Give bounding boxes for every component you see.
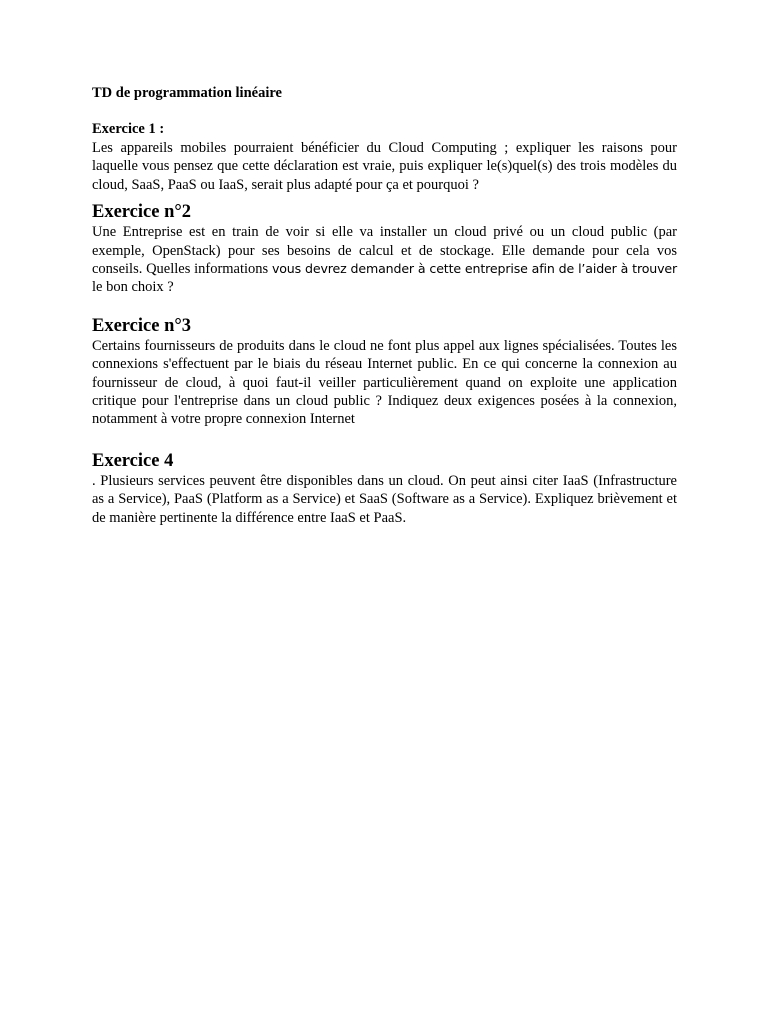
exercise-2-text [92,223,677,297]
exercise-2-text-part-c: le bon choix ? [92,279,174,296]
exercise-2-text-part-b: vous devrez demander à cette entreprise afin de l’aider à trouver [271,261,678,277]
exercise-3-text: Certains fournisseurs de produits dans le cloud ne font plus appel aux lignes spécialisées. Toutes les connexions s'effectuent par le biais du réseau Internet public. En ce qui concerne la connexion au fournisseur de cloud, à quoi faut-il veiller particulièrement quand on exploite une application critique pour l'entreprise dans un cloud public ? Indiquez deux exigences posées à la connexion, notamment à votre propre connexion Internet [92,337,677,428]
exercise-2-text-part-a: Une Entreprise est en train de voir si elle va installer un cloud privé ou un cloud public (par exemple, OpenStack) pour ses besoins de calcul et de stockage. Elle demande pour cela vos conseils. Quelles informations [92,224,677,278]
exercise-3-heading: Exercice n°3 [92,315,192,336]
exercise-2-heading: Exercice n°2 [92,202,192,223]
exercise-4-text: . Plusieurs services peuvent être disponibles dans un cloud. On peut ainsi citer IaaS (Infrastructure as a Service), PaaS (Platform as a Service) et SaaS (Software as a Service). Expliquez brièvement et de manière pertinente la différence entre IaaS et PaaS. [92,472,677,526]
exercise-1 [92,120,677,194]
exercise-1-heading: Exercice 1 : [92,121,165,137]
exercise-1-text: Les appareils mobiles pourraient bénéficier du Cloud Computing ; expliquer les raisons pour laquelle vous pensez que cette déclaration est vraie, puis expliquer le(s)quel(s) des trois modèles du cloud, SaaS, PaaS ou IaaS, serait plus adapté pour ça et pourquoi ? [92,140,677,193]
document-title: TD de programmation linéaire [92,85,282,101]
exercise-4 [92,450,677,527]
document-body [92,84,677,527]
exercise-2 [92,201,677,297]
exercise-3 [92,315,677,429]
exercise-4-heading: Exercice 4 [92,450,174,471]
